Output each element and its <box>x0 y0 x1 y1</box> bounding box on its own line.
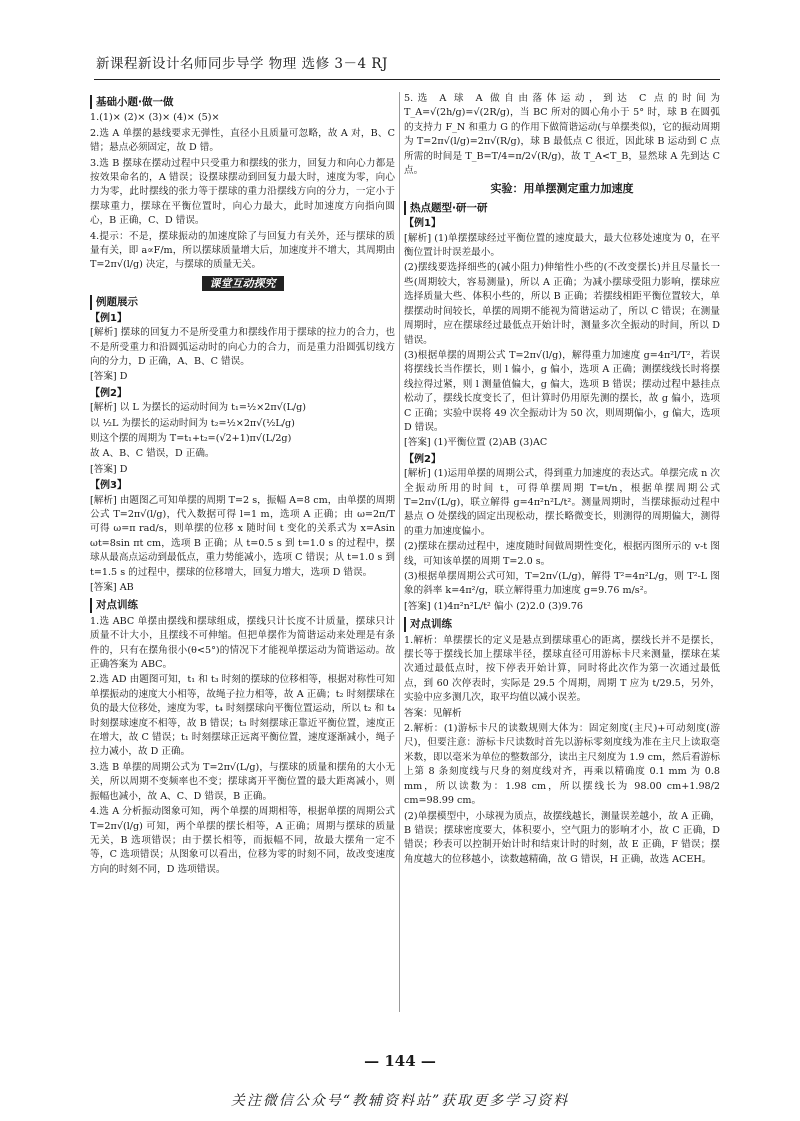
right-column <box>404 92 720 868</box>
paragraph: 以 ½L 为摆长的运动时间为 t₂=½×2π√(½L/g) <box>90 417 295 429</box>
example-label: 【例1】 <box>90 312 127 324</box>
column-divider <box>399 92 400 1012</box>
paragraph: 4.选 A 分析振动图象可知，两个单摆的周期相等，根据单摆的周期公式 T=2π√(l/g) 可知，两个单摆的摆长相等，A 正确；周期与摆球的质量无关，B 选项错误；由于摆长相等，而振幅不同，故最大摆角一定不等，C 选项错误；从图象可以看出，位移为零的时刻不同，故改变速度方向的时刻不同，D 选项错误。 <box>90 806 395 875</box>
paragraph: [解析] (1)单摆摆球经过平衡位置的速度最大，最大位移处速度为 0，在平衡位置计时误差最小。 <box>404 232 720 259</box>
paragraph: 5.选 A 球 A 做自由落体运动，到达 C 点的时间为 T_A=√(2h/g)=√(2R/g)，当 BC 所对的圆心角小于 5° 时，球 B 在圆弧的支持力 F_N 和重力 G 的作用下做简谐运动(与单摆类似)，它的振动周期为 T=2π√(l/g)=2π√(R/g)，球 B 最低点 C 很近，因此球 B 运动到 C 点所需的时间是 T_B=T/4=π/2√(R/g)，故 T_A<T_B，显然球 A 先到达 C 点。 <box>404 93 720 177</box>
page-number: — 144 — <box>364 1052 436 1070</box>
paragraph: (3)根据单摆周期公式可知，T=2π√(L/g)，解得 T²=4π²L/g，则 T²-L 图象的斜率 k=4π²/g，联立解得重力加速度 g=9.76 m/s²。 <box>404 571 720 597</box>
paragraph: 2.选 AD 由题图可知，t₁ 和 t₃ 时刻的摆球的位移相等，根据对称性可知单摆振动的速度大小相等，故绳子拉力相等，故 A 正确；t₂ 时刻摆球在负的最大位移处，速度为零，t₄ 时刻摆球向平衡位置运动，所以 t₂ 和 t₄ 时刻摆球速度不相等，故 B 错误；t₃ 时刻摆球正靠近平衡位置，速度正在增大，故 C 错误；t₁ 时刻摆球正远离平衡位置，速度逐渐减小，绳子拉力减小，故 D 正确。 <box>90 674 395 758</box>
paragraph: [解析] 以 L 为摆长的运动时间为 t₁=½×2π√(L/g) <box>90 402 307 414</box>
paragraph: (2)摆线要选择细些的(减小阻力)伸缩性小些的(不改变摆长)并且尽量长一些(周期较大，容易测量)，所以 A 正确；为减小摆球受阻力影响，摆球应选择质量大些、体积小些的，所以 B 正确；若摆线相距平衡位置较大，单摆摆动时间较长，单摆的周期不能视为简谐运动了，所以 C 错误；在测量周期时，应在摆球经过最低点开始计时，测量多次全振动的时间，所以 D 错误。 <box>404 262 720 346</box>
section-heading: 对点训练 <box>90 598 395 612</box>
paragraph: 2.选 A 单摆的悬线要求无弹性，直径小且质量可忽略，故 A 对，B、C 错；悬点必须固定，故 D 错。 <box>90 127 395 154</box>
paragraph: [解析] 由题图乙可知单摆的周期 T=2 s，振幅 A=8 cm，由单摆的周期公式 T=2π√(l/g)，代入数据可得 l=1 m，选项 A 正确；由 ω=2π/T 可得 ω=π rad/s，则单摆的位移 x 随时间 t 变化的关系式为 x=Asin ωt=8sin πt cm，选项 B 正确；从 t=0.5 s 到 t=1.0 s 的过程中，摆球从最高点运动到最低点，重力势能减小，选项 C 错误；从 t=1.0 s 到 t=1.5 s 的过程中，摆球的位移增大，回复力增大，选项 D 错误。 <box>90 494 395 578</box>
section-heading: 热点题型·研一研 <box>404 201 720 215</box>
chapter-title: 课堂互动探究 <box>90 277 395 291</box>
paragraph: (2)单摆模型中，小球视为质点，故摆线越长，测量误差越小，故 A 正确，B 错误；摆球密度要大，体积要小，空气阻力的影响才小，故 C 正确，D 错误；秒表可以控制开始计时和结束计时的时刻，故 E 正确，F 错误；摆角度越大的位移越小，读数越精确，故 G 错误，H 正确，故选 ACEH。 <box>404 810 720 865</box>
paragraph: 3.选 B 摆球在摆动过程中只受重力和摆线的张力，回复力和向心力都是按效果命名的，A 错误；设摆球摆动到回复力最大时，速度为零，向心力为零，此时摆线的张力等于摆球的重力沿摆线方向的分力，一定小于摆球重力，摆球在平衡位置时，向心力最大，此时加速度方向指向圆心，B 正确，C、D 错误。 <box>90 157 395 227</box>
paragraph: 1.选 ABC 单摆由摆线和摆球组成，摆线只计长度不计质量，摆球只计质量不计大小，且摆线不可伸缩。但把单摆作为简谐运动来处理是有条件的，只有在摆角很小(θ<5°)的情况下才能视单摆运动为简谐运动。故正确答案为 ABC。 <box>90 615 395 671</box>
paragraph: (2)摆球在摆动过程中，速度随时间做周期性变化，根据丙图所示的 v-t 图线，可知该单摆的周期 T=2.0 s。 <box>404 541 720 567</box>
paragraph: 则这个摆的周期为 T=t₁+t₂=(√2+1)π√(L/2g) <box>90 432 292 444</box>
left-column <box>90 92 395 878</box>
paragraph: 故 A、B、C 错误，D 正确。 <box>90 448 215 460</box>
section-heading: 例题展示 <box>90 295 395 309</box>
paragraph: 3.选 B 单摆的周期公式为 T=2π√(L/g)，与摆球的质量和摆角的大小无关，所以周期不变频率也不变；摆球离开平衡位置的最大距离减小，则振幅也减小，故 A、C、D 错误，B 正确。 <box>90 761 395 802</box>
chapter-title: 实验：用单摆测定重力加速度 <box>490 182 634 196</box>
paragraph: (3)根据单摆的周期公式 T=2π√(l/g)，解得重力加速度 g=4π²l/T²，若误将摆线长当作摆长，则 l 偏小，g 偏小，选项 A 正确；测摆线线长时将摆线拉得过紧，则 l 测量值偏大，g 偏大，选项 B 错误；摆动过程中悬挂点松动了，摆线长度变长了，但计算时仍用原先测的摆长，故 g 偏小，选项 C 正确；实验中误将 49 次全振动计为 50 次，则周期偏小，g 偏大，选项 D 错误。 <box>404 349 720 433</box>
paragraph: [解析] (1)运用单摆的周期公式，得到重力加速度的表达式。单摆完成 n 次全振动所用的时间 t，可得单摆周期 T=t/n，根据单摆周期公式 T=2π√(L/g)，联立解得 g=4π²n²L/t²。测量周期时，当摆球振动过程中悬点 O 处摆线的固定出现松动，摆长略微变长，则测得的周期偏大，测得的重力加速度偏小。 <box>404 468 720 537</box>
header-rule <box>94 79 720 80</box>
section-heading: 对点训练 <box>404 617 720 631</box>
paragraph: [答案] (1)平衡位置 (2)AB (3)AC <box>404 437 548 449</box>
paragraph: 1.解析：单摆摆长的定义是悬点到摆球重心的距离，摆线长并不是摆长，摆长等于摆线长加上摆球半径，摆球直径可用游标卡尺来测量，摆球在某次通过最低点时，按下停表开始计算，同时将此次作为第一次通过最低点，到 60 次停表时，实际是 29.5 个周期，周期 T 应为 t/29.5，另外，实验中应多测几次，取平均值以减小误差。 <box>404 634 720 704</box>
paragraph: 4.提示：不是，摆球振动的加速度除了与回复力有关外，还与摆球的质量有关，即 a∝F/m，所以摆球质量增大后，加速度并不增大，其周期由 T=2π√(l/g) 决定，与摆球的质量无关。 <box>90 230 395 271</box>
page-header: 新课程新设计名师同步导学 物理 选修 3－4 RJ <box>96 56 388 72</box>
paragraph: [解析] 摆球的回复力不是所受重力和摆线作用于摆球的拉力的合力，也不是所受重力和沿圆弧运动时的向心力的合力，而是重力沿圆弧切线方向的分力，D 正确，A、B、C 错误。 <box>90 327 395 367</box>
paragraph: [答案] D <box>90 371 128 383</box>
paragraph: [答案] (1)4π²n²L/t² 偏小 (2)2.0 (3)9.76 <box>404 600 584 612</box>
footer-note: 关注微信公众号“教辅资料站”获取更多学习资料 <box>230 1093 570 1109</box>
example-label: 【例3】 <box>90 480 127 492</box>
paragraph: 1.(1)× (2)× (3)× (4)× (5)× <box>90 112 220 124</box>
paragraph: 2.解析：(1)游标卡尺的读数规则大体为：固定刻度(主尺)+可动刻度(游尺)，但要注意：游标卡尺读数时首先以游标零刻度线为准在主尺上读取毫米数，即以毫米为单位的整数部分，读出主尺刻度为 1.9 cm，然后看游标上第 8 条刻度线与尺身的刻度线对齐，再乘以精确度 0.1 mm 为 0.8 mm，所以读数为：1.98 cm，所以摆线长为 98.00 cm+1.98/2 cm=98.99 cm。 <box>404 723 720 807</box>
example-label: 【例2】 <box>404 453 441 465</box>
paragraph: 答案：见解析 <box>404 707 462 719</box>
example-label: 【例2】 <box>90 387 127 399</box>
paragraph: [答案] D <box>90 463 128 475</box>
example-label: 【例1】 <box>404 218 441 230</box>
section-heading: 基础小题·做一做 <box>90 95 395 109</box>
paragraph: [答案] AB <box>90 582 134 593</box>
